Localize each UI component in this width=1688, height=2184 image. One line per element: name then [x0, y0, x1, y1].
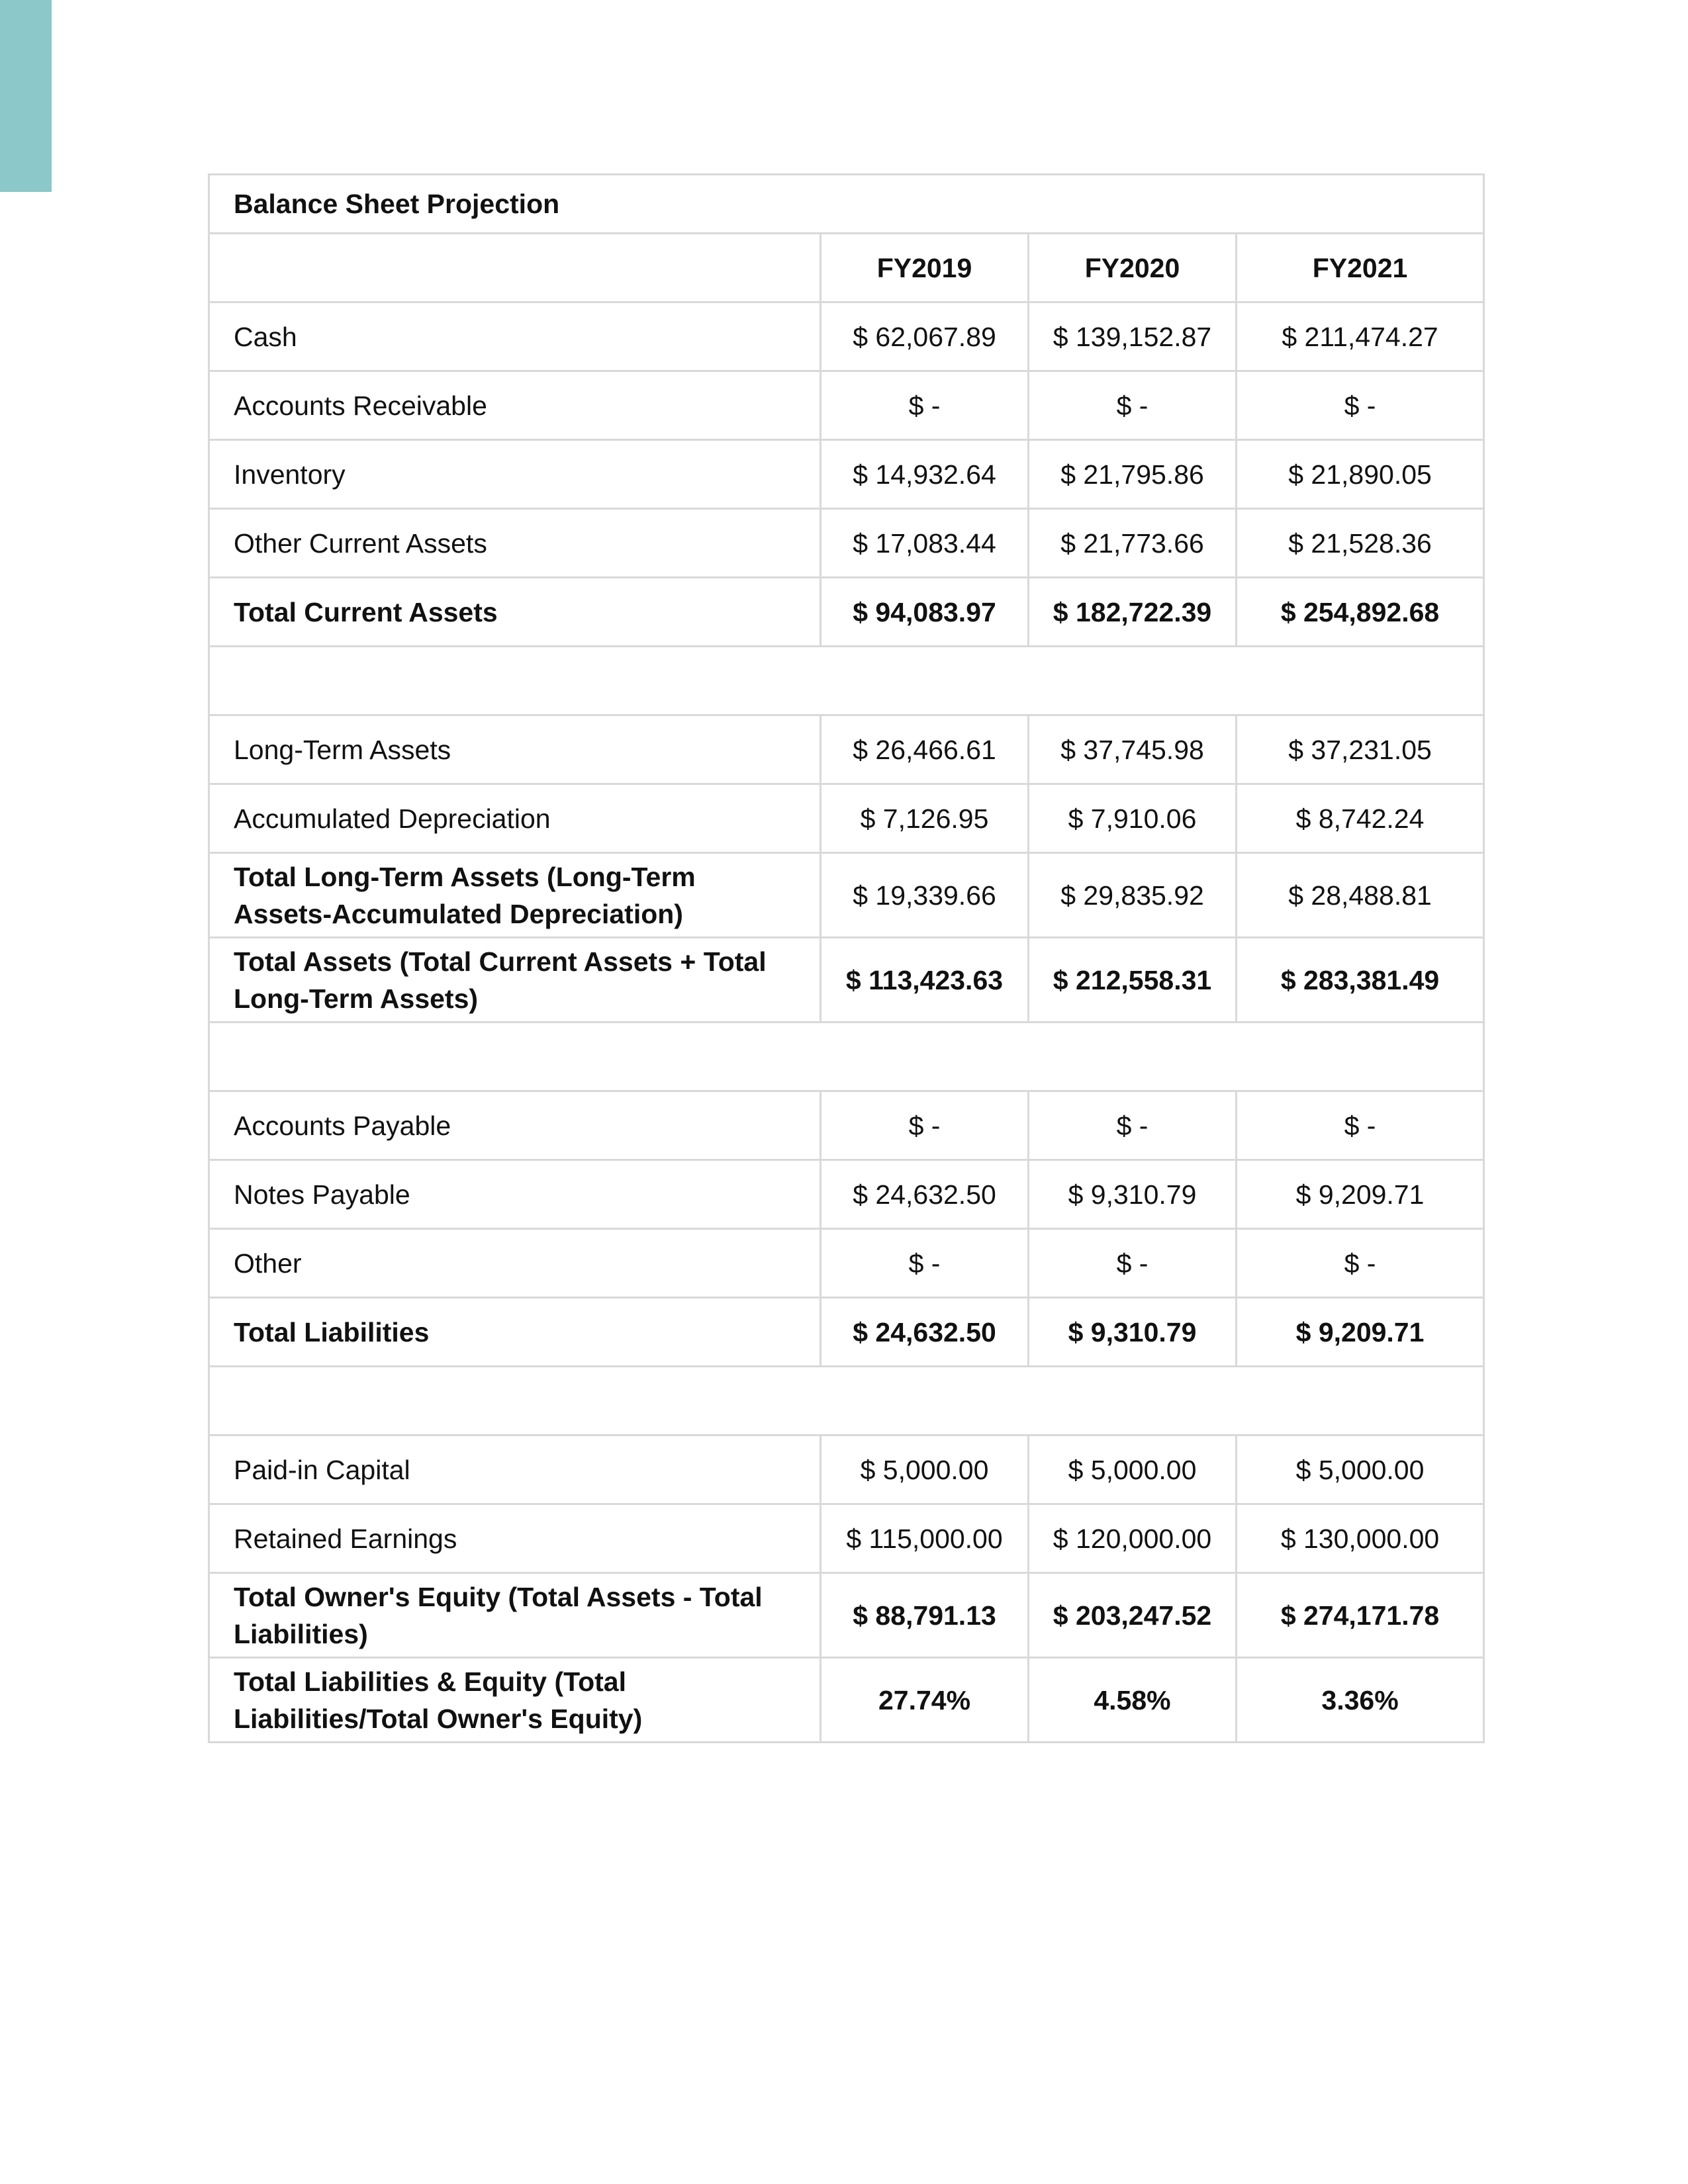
value-cell: $ 130,000.00: [1237, 1504, 1484, 1573]
total-row: [209, 578, 1484, 647]
total-row: [209, 1298, 1484, 1367]
value-cell: $ 115,000.00: [821, 1504, 1029, 1573]
spacer-cell: [209, 1367, 1484, 1435]
table-row: [209, 371, 1484, 440]
value-cell: $ 9,310.79: [1029, 1160, 1237, 1229]
year-header-fy2021: FY2021: [1237, 234, 1484, 302]
value-cell: $ -: [1029, 1229, 1237, 1298]
accent-tab: [0, 0, 52, 192]
value-cell: $ 26,466.61: [821, 715, 1029, 784]
value-cell: $ 254,892.68: [1237, 578, 1484, 647]
table-row: [209, 1091, 1484, 1160]
table-row: [209, 1160, 1484, 1229]
value-cell: $ 24,632.50: [821, 1160, 1029, 1229]
row-label: Cash: [209, 302, 821, 371]
value-cell: $ 120,000.00: [1029, 1504, 1237, 1573]
value-cell: $ 5,000.00: [1029, 1435, 1237, 1504]
total-row: [209, 938, 1484, 1023]
balance-sheet-table: [208, 173, 1485, 1743]
row-label: Total Assets (Total Current Assets + Total Long-Term Assets): [209, 938, 821, 1023]
value-cell: $ 24,632.50: [821, 1298, 1029, 1367]
value-cell: 27.74%: [821, 1658, 1029, 1743]
row-label: Accumulated Depreciation: [209, 784, 821, 853]
value-cell: $ -: [1237, 371, 1484, 440]
year-header-fy2019: FY2019: [821, 234, 1029, 302]
spacer-cell: [209, 647, 1484, 715]
table-row: [209, 853, 1484, 938]
row-label: Other Current Assets: [209, 509, 821, 578]
row-label: Accounts Receivable: [209, 371, 821, 440]
row-label: Retained Earnings: [209, 1504, 821, 1573]
table-row: [209, 784, 1484, 853]
value-cell: $ 211,474.27: [1237, 302, 1484, 371]
value-cell: $ 17,083.44: [821, 509, 1029, 578]
row-label: Paid-in Capital: [209, 1435, 821, 1504]
table-row: [209, 440, 1484, 509]
value-cell: $ 21,890.05: [1237, 440, 1484, 509]
header-blank-cell: [209, 234, 821, 302]
value-cell: 4.58%: [1029, 1658, 1237, 1743]
value-cell: $ 88,791.13: [821, 1573, 1029, 1658]
row-label: Other: [209, 1229, 821, 1298]
value-cell: $ 5,000.00: [1237, 1435, 1484, 1504]
value-cell: $ 7,910.06: [1029, 784, 1237, 853]
value-cell: $ -: [1029, 1091, 1237, 1160]
row-label: Total Liabilities & Equity (Total Liabilities/Total Owner's Equity): [209, 1658, 821, 1743]
value-cell: $ -: [1029, 371, 1237, 440]
spacer-row: [209, 1023, 1484, 1091]
title-row: [209, 175, 1484, 234]
value-cell: 3.36%: [1237, 1658, 1484, 1743]
table-row: [209, 715, 1484, 784]
value-cell: $ 14,932.64: [821, 440, 1029, 509]
value-cell: $ -: [821, 371, 1029, 440]
spacer-row: [209, 1367, 1484, 1435]
spacer-row: [209, 647, 1484, 715]
value-cell: $ 212,558.31: [1029, 938, 1237, 1023]
value-cell: $ -: [1237, 1091, 1484, 1160]
value-cell: $ 19,339.66: [821, 853, 1029, 938]
value-cell: $ 283,381.49: [1237, 938, 1484, 1023]
value-cell: $ 203,247.52: [1029, 1573, 1237, 1658]
value-cell: $ -: [821, 1229, 1029, 1298]
value-cell: $ 37,231.05: [1237, 715, 1484, 784]
row-label: Total Liabilities: [209, 1298, 821, 1367]
value-cell: $ 21,528.36: [1237, 509, 1484, 578]
total-row: [209, 1658, 1484, 1743]
table-row: [209, 1229, 1484, 1298]
row-label: Total Owner's Equity (Total Assets - Total Liabilities): [209, 1573, 821, 1658]
total-row: [209, 1573, 1484, 1658]
value-cell: $ 7,126.95: [821, 784, 1029, 853]
spacer-cell: [209, 1023, 1484, 1091]
row-label: Total Current Assets: [209, 578, 821, 647]
value-cell: $ -: [821, 1091, 1029, 1160]
value-cell: $ 113,423.63: [821, 938, 1029, 1023]
table-title: Balance Sheet Projection: [209, 175, 1484, 234]
table-row: [209, 1435, 1484, 1504]
row-label: Long-Term Assets: [209, 715, 821, 784]
value-cell: $ 182,722.39: [1029, 578, 1237, 647]
value-cell: $ 21,795.86: [1029, 440, 1237, 509]
value-cell: $ 139,152.87: [1029, 302, 1237, 371]
value-cell: $ 94,083.97: [821, 578, 1029, 647]
value-cell: $ 5,000.00: [821, 1435, 1029, 1504]
value-cell: $ 9,310.79: [1029, 1298, 1237, 1367]
value-cell: $ 9,209.71: [1237, 1298, 1484, 1367]
value-cell: $ -: [1237, 1229, 1484, 1298]
value-cell: $ 9,209.71: [1237, 1160, 1484, 1229]
year-header-fy2020: FY2020: [1029, 234, 1237, 302]
value-cell: $ 28,488.81: [1237, 853, 1484, 938]
value-cell: $ 21,773.66: [1029, 509, 1237, 578]
value-cell: $ 8,742.24: [1237, 784, 1484, 853]
table-row: [209, 302, 1484, 371]
row-label: Notes Payable: [209, 1160, 821, 1229]
value-cell: $ 37,745.98: [1029, 715, 1237, 784]
value-cell: $ 274,171.78: [1237, 1573, 1484, 1658]
table-row: [209, 509, 1484, 578]
header-row: [209, 234, 1484, 302]
table-row: [209, 1504, 1484, 1573]
value-cell: $ 29,835.92: [1029, 853, 1237, 938]
row-label: Total Long-Term Assets (Long-Term Assets-Accumulated Depreciation): [209, 853, 821, 938]
row-label: Inventory: [209, 440, 821, 509]
value-cell: $ 62,067.89: [821, 302, 1029, 371]
row-label: Accounts Payable: [209, 1091, 821, 1160]
